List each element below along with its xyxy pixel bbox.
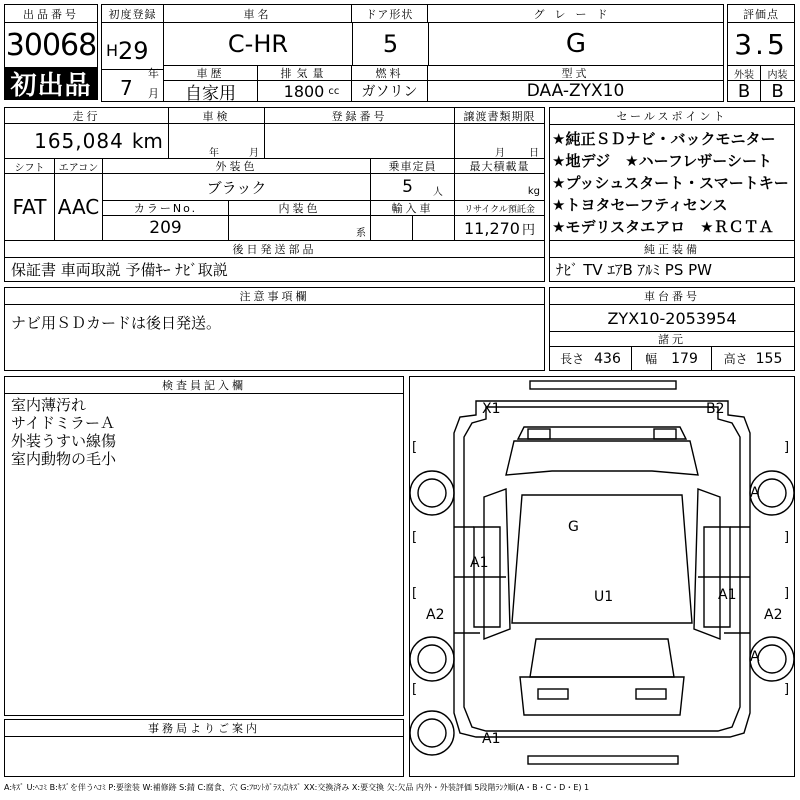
transfer-docs-cell	[455, 124, 544, 158]
displacement-label: 排気量	[258, 65, 352, 81]
fuel: ガソリン	[352, 81, 428, 101]
car-name: C-HR	[227, 30, 289, 58]
spare-wheel-icon	[410, 711, 454, 755]
damage-mark: A1	[718, 587, 737, 603]
office-box	[4, 719, 404, 777]
bracket-mark: ]	[784, 586, 790, 601]
sales-points-label: セールスポイント	[550, 108, 794, 125]
length: 436	[594, 350, 621, 367]
bracket-mark: [	[412, 440, 418, 455]
inspector-note: 外装うすい線傷	[11, 432, 117, 450]
color-label: 外装色	[103, 158, 371, 174]
damage-mark: A1	[470, 555, 489, 571]
inspection-year-unit: 年	[209, 148, 219, 158]
damage-mark: A2	[764, 607, 783, 623]
interior-color-unit: 系	[356, 228, 366, 239]
office-label: 事務局よりご案内	[5, 720, 403, 737]
mileage: 165,084	[34, 129, 124, 153]
score-box	[727, 4, 795, 102]
length-cell	[550, 347, 632, 370]
body-outline	[454, 401, 750, 737]
reg-year: 29	[118, 37, 149, 65]
bracket-mark: [	[412, 530, 418, 545]
lot-number-label: 出品番号	[5, 5, 97, 23]
notes-label: 注意事項欄	[5, 288, 544, 305]
details-box	[4, 107, 545, 241]
bracket-mark: [	[412, 586, 418, 601]
right-door-front	[694, 489, 720, 639]
kg-unit: kg	[527, 186, 540, 197]
transfer-docs-label: 譲渡書類期限	[455, 108, 544, 124]
sales-point-item: ★純正ＳＤナビ・バックモニター	[552, 130, 776, 148]
later-parts: 保証書 車両取説 予備ｷｰ ﾅﾋﾞ取説	[11, 261, 228, 279]
width-cell	[632, 347, 712, 370]
bracket-mark: [	[412, 682, 418, 697]
color: ブラック	[103, 174, 371, 200]
front-bumper-outline	[530, 381, 676, 389]
notes-box	[4, 287, 545, 371]
bracket-mark: ]	[784, 530, 790, 545]
import-cell-a	[371, 216, 413, 240]
headlight-right	[654, 429, 676, 439]
recycle: 11,270	[464, 218, 520, 238]
first-listing-badge: 初出品	[5, 67, 97, 99]
inspection-month-unit: 月	[249, 148, 259, 158]
height: 155	[755, 350, 783, 367]
inspector-note: 室内動物の毛小	[11, 450, 117, 468]
windshield	[506, 441, 698, 475]
dims-label: 諸元	[550, 331, 794, 347]
history-label: 車歴	[164, 65, 258, 81]
color-no: 209	[103, 216, 229, 240]
displacement-cell	[258, 81, 352, 101]
month-unit: 月	[148, 87, 159, 100]
score-label: 評価点	[728, 5, 794, 23]
inspection-label: 車検	[169, 108, 265, 124]
trunk	[520, 677, 684, 715]
damage-mark: A	[750, 649, 760, 665]
model-label: 型式	[428, 65, 723, 81]
vehicle-header-box	[101, 4, 724, 102]
sales-point-item: ★トヨタセーフティセンス	[552, 196, 728, 214]
rear-bumper-outline	[528, 756, 678, 764]
bracket-mark: ]	[784, 682, 790, 697]
shift: FAT	[5, 174, 55, 240]
damage-legend: A:ｷｽﾞ U:ﾍｺﾐ B:ｷｽﾞを伴うﾍｺﾐ P:要塗装 W:補修跡 S:錆 C:腐食、穴 G:ﾌﾛﾝﾄｶﾞﾗｽ点ｷｽﾞ XX:交換済み X:要交換 欠:欠品 内外・外装評価 5段階ﾗﾝｸ順(A・B・C・D・E) 1	[4, 783, 590, 792]
grade-label: グレード	[428, 5, 723, 23]
inspector-label: 検査員記入欄	[5, 377, 403, 394]
rear-window	[530, 639, 674, 677]
reg-no-label: 登録番号	[265, 108, 455, 124]
transfer-day-unit: 日	[529, 148, 539, 158]
sales-point-item: ★モデリスタエアロ ★ＲＣＴＡ	[552, 218, 774, 236]
chassis-box	[549, 287, 795, 371]
inspection-cell	[169, 124, 265, 158]
capacity-label: 乗車定員	[371, 158, 455, 174]
car-name-label: 車名	[164, 5, 352, 23]
sales-points-box	[549, 107, 795, 241]
equipment: ﾅﾋﾞ TV ｴｱB ｱﾙﾐ PS PW	[556, 261, 712, 279]
tail-light-left	[538, 689, 568, 699]
max-load-label: 最大積載量	[455, 158, 544, 174]
interior-color-cell	[229, 216, 371, 240]
height-label: 高さ	[723, 352, 748, 366]
later-parts-label: 後日発送部品	[5, 241, 544, 258]
lot-number: 30068	[5, 27, 97, 63]
reg-no-cell	[265, 124, 455, 158]
sales-point-item: ★プッシュスタート・スマートキー	[552, 174, 789, 192]
inspector-note: サイドミラーＡ	[11, 414, 115, 432]
later-parts-box	[4, 240, 545, 282]
reg-month: 7	[120, 76, 133, 100]
height-cell	[712, 347, 794, 370]
damage-mark: A1	[482, 731, 501, 747]
yen-unit: 円	[521, 222, 535, 238]
recycle-cell	[455, 216, 544, 240]
shift-label: シフト	[5, 158, 55, 174]
grade: G	[428, 23, 723, 65]
length-label: 長さ	[560, 352, 585, 366]
fuel-label: 燃料	[352, 65, 428, 81]
width-label: 幅	[645, 352, 658, 366]
notes: ナビ用ＳＤカードは後日発送。	[11, 314, 222, 332]
headlight-left	[528, 429, 550, 439]
width: 179	[671, 350, 698, 367]
car-diagram-box	[409, 376, 795, 777]
wheel-front-left-icon	[410, 471, 454, 515]
interior-color-label: 内装色	[229, 200, 371, 216]
door-type-label: ドア形状	[352, 5, 428, 23]
damage-mark: X1	[482, 401, 501, 417]
chassis-label: 車台番号	[550, 288, 794, 305]
year-unit: 年	[148, 67, 159, 80]
wheel-rear-left-icon	[410, 637, 454, 681]
body-inner-outline	[464, 407, 740, 731]
displacement: 1800	[283, 81, 325, 101]
lot-number-box	[4, 4, 98, 100]
tail-light-right	[636, 689, 666, 699]
transfer-month-unit: 月	[495, 148, 505, 158]
recycle-label: リサイクル預託金	[455, 200, 544, 216]
interior-score-label: 内装	[761, 65, 794, 81]
km-unit: km	[131, 129, 163, 153]
damage-mark: B2	[706, 401, 725, 417]
color-no-label: カラーNo.	[103, 200, 229, 216]
ac: AAC	[55, 174, 103, 240]
capacity: 5	[402, 177, 413, 197]
ac-label: エアコン	[55, 158, 103, 174]
exterior-score: B	[728, 81, 761, 101]
car-diagram	[410, 377, 794, 776]
mileage-cell	[5, 124, 169, 158]
era: H	[106, 41, 119, 60]
damage-mark: A2	[426, 607, 445, 623]
score: 3.5	[734, 27, 788, 61]
first-reg-cell	[102, 23, 164, 101]
cc-unit: cc	[328, 85, 340, 97]
first-reg-label: 初度登録	[102, 5, 164, 23]
damage-mark: U1	[594, 589, 614, 605]
exterior-score-label: 外装	[728, 65, 761, 81]
mileage-label: 走行	[5, 108, 169, 124]
model: DAA-ZYX10	[526, 81, 625, 101]
damage-mark: A	[750, 485, 760, 501]
interior-score: B	[771, 81, 784, 101]
capacity-unit: 人	[432, 186, 443, 198]
import-label: 輸入車	[371, 200, 455, 216]
import-cell-b	[413, 216, 455, 240]
bracket-mark: ]	[784, 440, 790, 455]
door-count: 5	[352, 23, 428, 65]
history: 自家用	[164, 81, 258, 101]
inspector-note: 室内薄汚れ	[11, 396, 87, 414]
max-load-cell	[455, 174, 544, 200]
equipment-label: 純正装備	[550, 241, 794, 258]
capacity-cell	[371, 174, 455, 200]
equipment-box	[549, 240, 795, 282]
sales-point-item: ★地デジ ★ハーフレザーシート	[552, 152, 772, 170]
chassis-number: ZYX10-2053954	[607, 308, 737, 328]
inspector-box	[4, 376, 404, 716]
damage-mark: G	[568, 519, 579, 535]
